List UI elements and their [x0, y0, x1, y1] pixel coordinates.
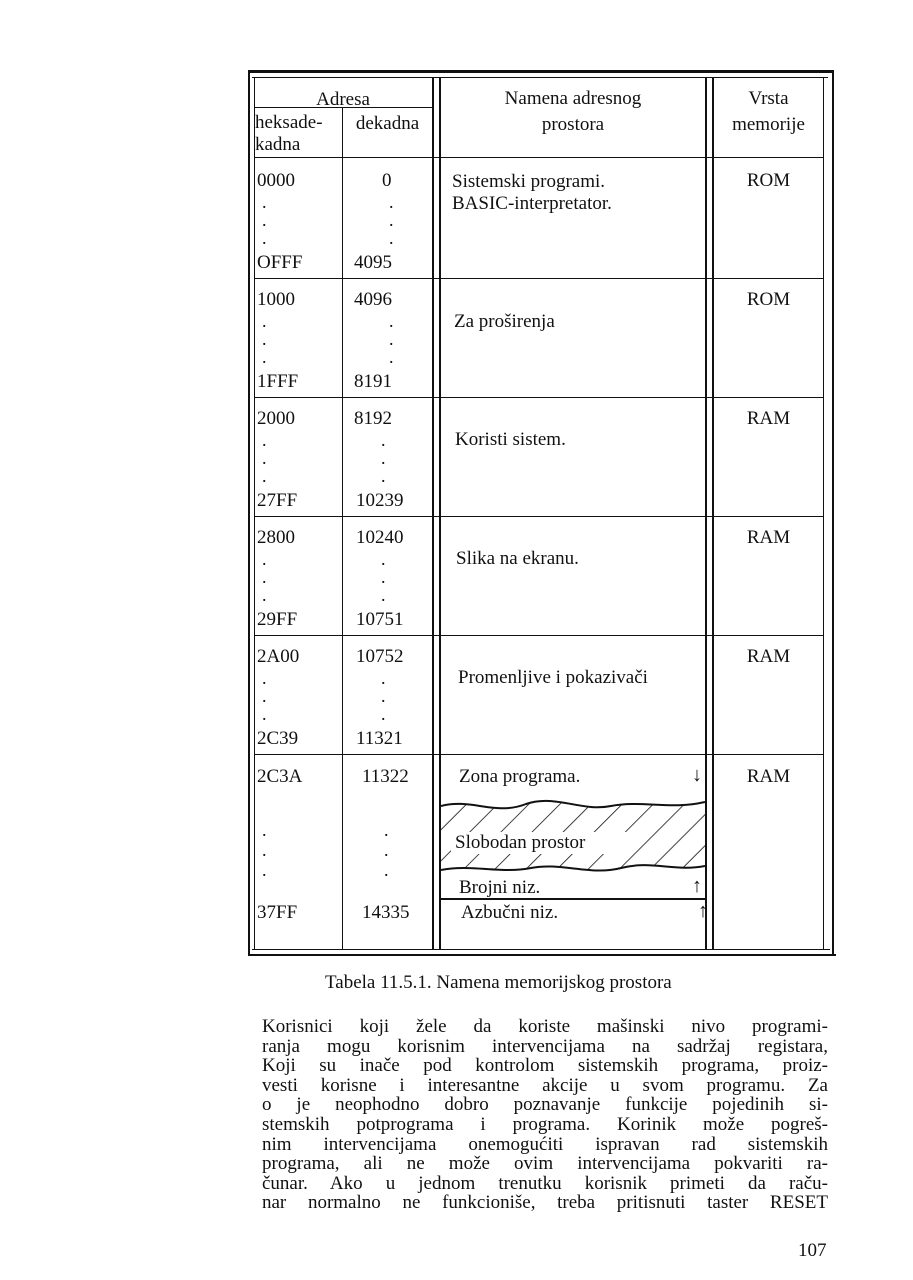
paragraph-line: ranja mogu korisnim intervencijama na sadržaj registara,	[262, 1035, 828, 1057]
hex-end: 2C39	[257, 728, 299, 749]
dec-end: 10239	[356, 490, 404, 511]
header-hex: heksade- kadna	[255, 112, 323, 155]
ellipsis-dots: . . .	[262, 311, 267, 367]
header-adresa: Adresa	[316, 89, 370, 110]
vline-hex-dec	[342, 108, 343, 950]
ellipsis-dots: . . .	[262, 430, 267, 486]
row-sep-4	[254, 635, 824, 636]
ellipsis-dots: . . .	[389, 192, 394, 248]
paragraph-line: čunar. Ako u jednom trenutku korisnik primeti da raču-	[262, 1172, 828, 1194]
body-paragraph	[262, 1017, 828, 1213]
ellipsis-dots: . . .	[262, 549, 267, 605]
dec-end: 11321	[356, 728, 403, 749]
purpose: Koristi sistem.	[455, 429, 566, 450]
ellipsis-dots: . . .	[381, 668, 386, 724]
header-purpose: Namena adresnog prostora	[504, 88, 642, 135]
header-bottom-rule	[254, 157, 824, 158]
number-array-label: Brojni niz.	[459, 877, 541, 898]
table-top-rule-inner	[252, 77, 828, 78]
ellipsis-dots: . . .	[381, 549, 386, 605]
alpha-array-label: Azbučni niz.	[461, 902, 559, 923]
ellipsis-dots: . . .	[389, 311, 394, 367]
vline-right-outer	[832, 70, 834, 956]
paragraph-line: Korisnici koji žele da koriste mašinski nivo programi-	[262, 1016, 828, 1037]
row-sep-3	[254, 516, 824, 517]
ellipsis-dots: . . .	[262, 820, 267, 880]
purpose: Slika na ekranu.	[456, 548, 579, 569]
hex-end: 1FFF	[257, 371, 299, 392]
purpose: Za proširenja	[454, 311, 555, 332]
memory-type: RAM	[746, 408, 791, 429]
ellipsis-dots: . . .	[262, 192, 267, 248]
paragraph-line: programa, ali ne može ovim intervencijama pokvariti ra-	[262, 1153, 828, 1175]
paragraph-line: nar normalno ne funkcioniše, treba pritisnuti taster RESET	[262, 1192, 828, 1214]
memory-type: RAM	[746, 766, 791, 787]
purpose: Sistemski programi. BASIC-interpretator.	[452, 171, 612, 214]
arrow-up-icon: ↑	[698, 900, 708, 922]
paragraph-line: Koji su inače pod kontrolom sistemskih programa, proiz-	[262, 1055, 828, 1077]
dec-end: 10751	[356, 609, 404, 630]
page-number: 107	[798, 1240, 827, 1261]
header-dec: dekadna	[355, 113, 420, 134]
memory-type: ROM	[746, 170, 791, 191]
ellipsis-dots: . . .	[262, 668, 267, 724]
hex-end: OFFF	[257, 252, 303, 273]
hex-end: 29FF	[257, 609, 298, 630]
dec-start: 10240	[356, 527, 404, 548]
hex-start: 2000	[257, 408, 295, 429]
ellipsis-dots: . . .	[384, 820, 389, 880]
hex-start: 2800	[257, 527, 295, 548]
dec-start: 0	[382, 170, 392, 191]
table-top-rule	[248, 70, 834, 73]
dec-start: 8192	[354, 408, 392, 429]
dec-start: 4096	[354, 289, 392, 310]
vline-left-inner	[254, 77, 255, 950]
hex-start: 1000	[257, 289, 295, 310]
dec-end: 4095	[354, 252, 392, 273]
row-sep-2	[254, 397, 824, 398]
purpose: Promenljive i pokazivači	[458, 667, 648, 688]
program-zone-label: Zona programa.	[459, 766, 581, 787]
memory-type: RAM	[746, 527, 791, 548]
table-caption: Tabela 11.5.1. Namena memorijskog prostora	[325, 972, 672, 993]
paragraph-line: o je neophodno dobro poznavanje funkcije pojedinih si-	[262, 1094, 828, 1116]
vline-right-inner	[823, 77, 824, 950]
dec-start: 11322	[362, 766, 409, 787]
dec-end: 8191	[354, 371, 392, 392]
array-separator	[441, 898, 705, 900]
header-memory-type: Vrsta memorije	[732, 88, 805, 135]
arrow-up-icon: ↑	[692, 875, 702, 897]
paragraph-line: nim intervencijama onemogućiti ispravan rad sistemskih	[262, 1133, 828, 1155]
paragraph-line: vesti korisne i interesantne akcije u svom programu. Za	[262, 1074, 828, 1096]
hex-end: 27FF	[257, 490, 298, 511]
ellipsis-dots: . . .	[381, 430, 386, 486]
dec-start: 10752	[356, 646, 404, 667]
arrow-down-icon: ↓	[692, 764, 702, 786]
memory-type: ROM	[746, 289, 791, 310]
hex-start: 0000	[257, 170, 295, 191]
vline-purpose-type-a	[705, 77, 707, 950]
paragraph-line: stemskih potprograma i programa. Korinik može pogreš-	[262, 1113, 828, 1135]
hex-end: 37FF	[257, 902, 298, 923]
hex-start: 2A00	[257, 646, 300, 667]
row-sep-1	[254, 278, 824, 279]
dec-end: 14335	[362, 902, 410, 923]
row-sep-5	[254, 754, 824, 755]
vline-left-outer	[248, 70, 250, 956]
table-bottom-rule	[248, 954, 836, 956]
free-space-label: Slobodan prostor	[455, 832, 586, 853]
hex-start: 2C3A	[257, 766, 303, 787]
vline-purpose-type-b	[712, 77, 714, 950]
vline-dec-purpose-a	[432, 77, 434, 950]
table-bottom-rule-inner	[252, 949, 830, 950]
memory-type: RAM	[746, 646, 791, 667]
